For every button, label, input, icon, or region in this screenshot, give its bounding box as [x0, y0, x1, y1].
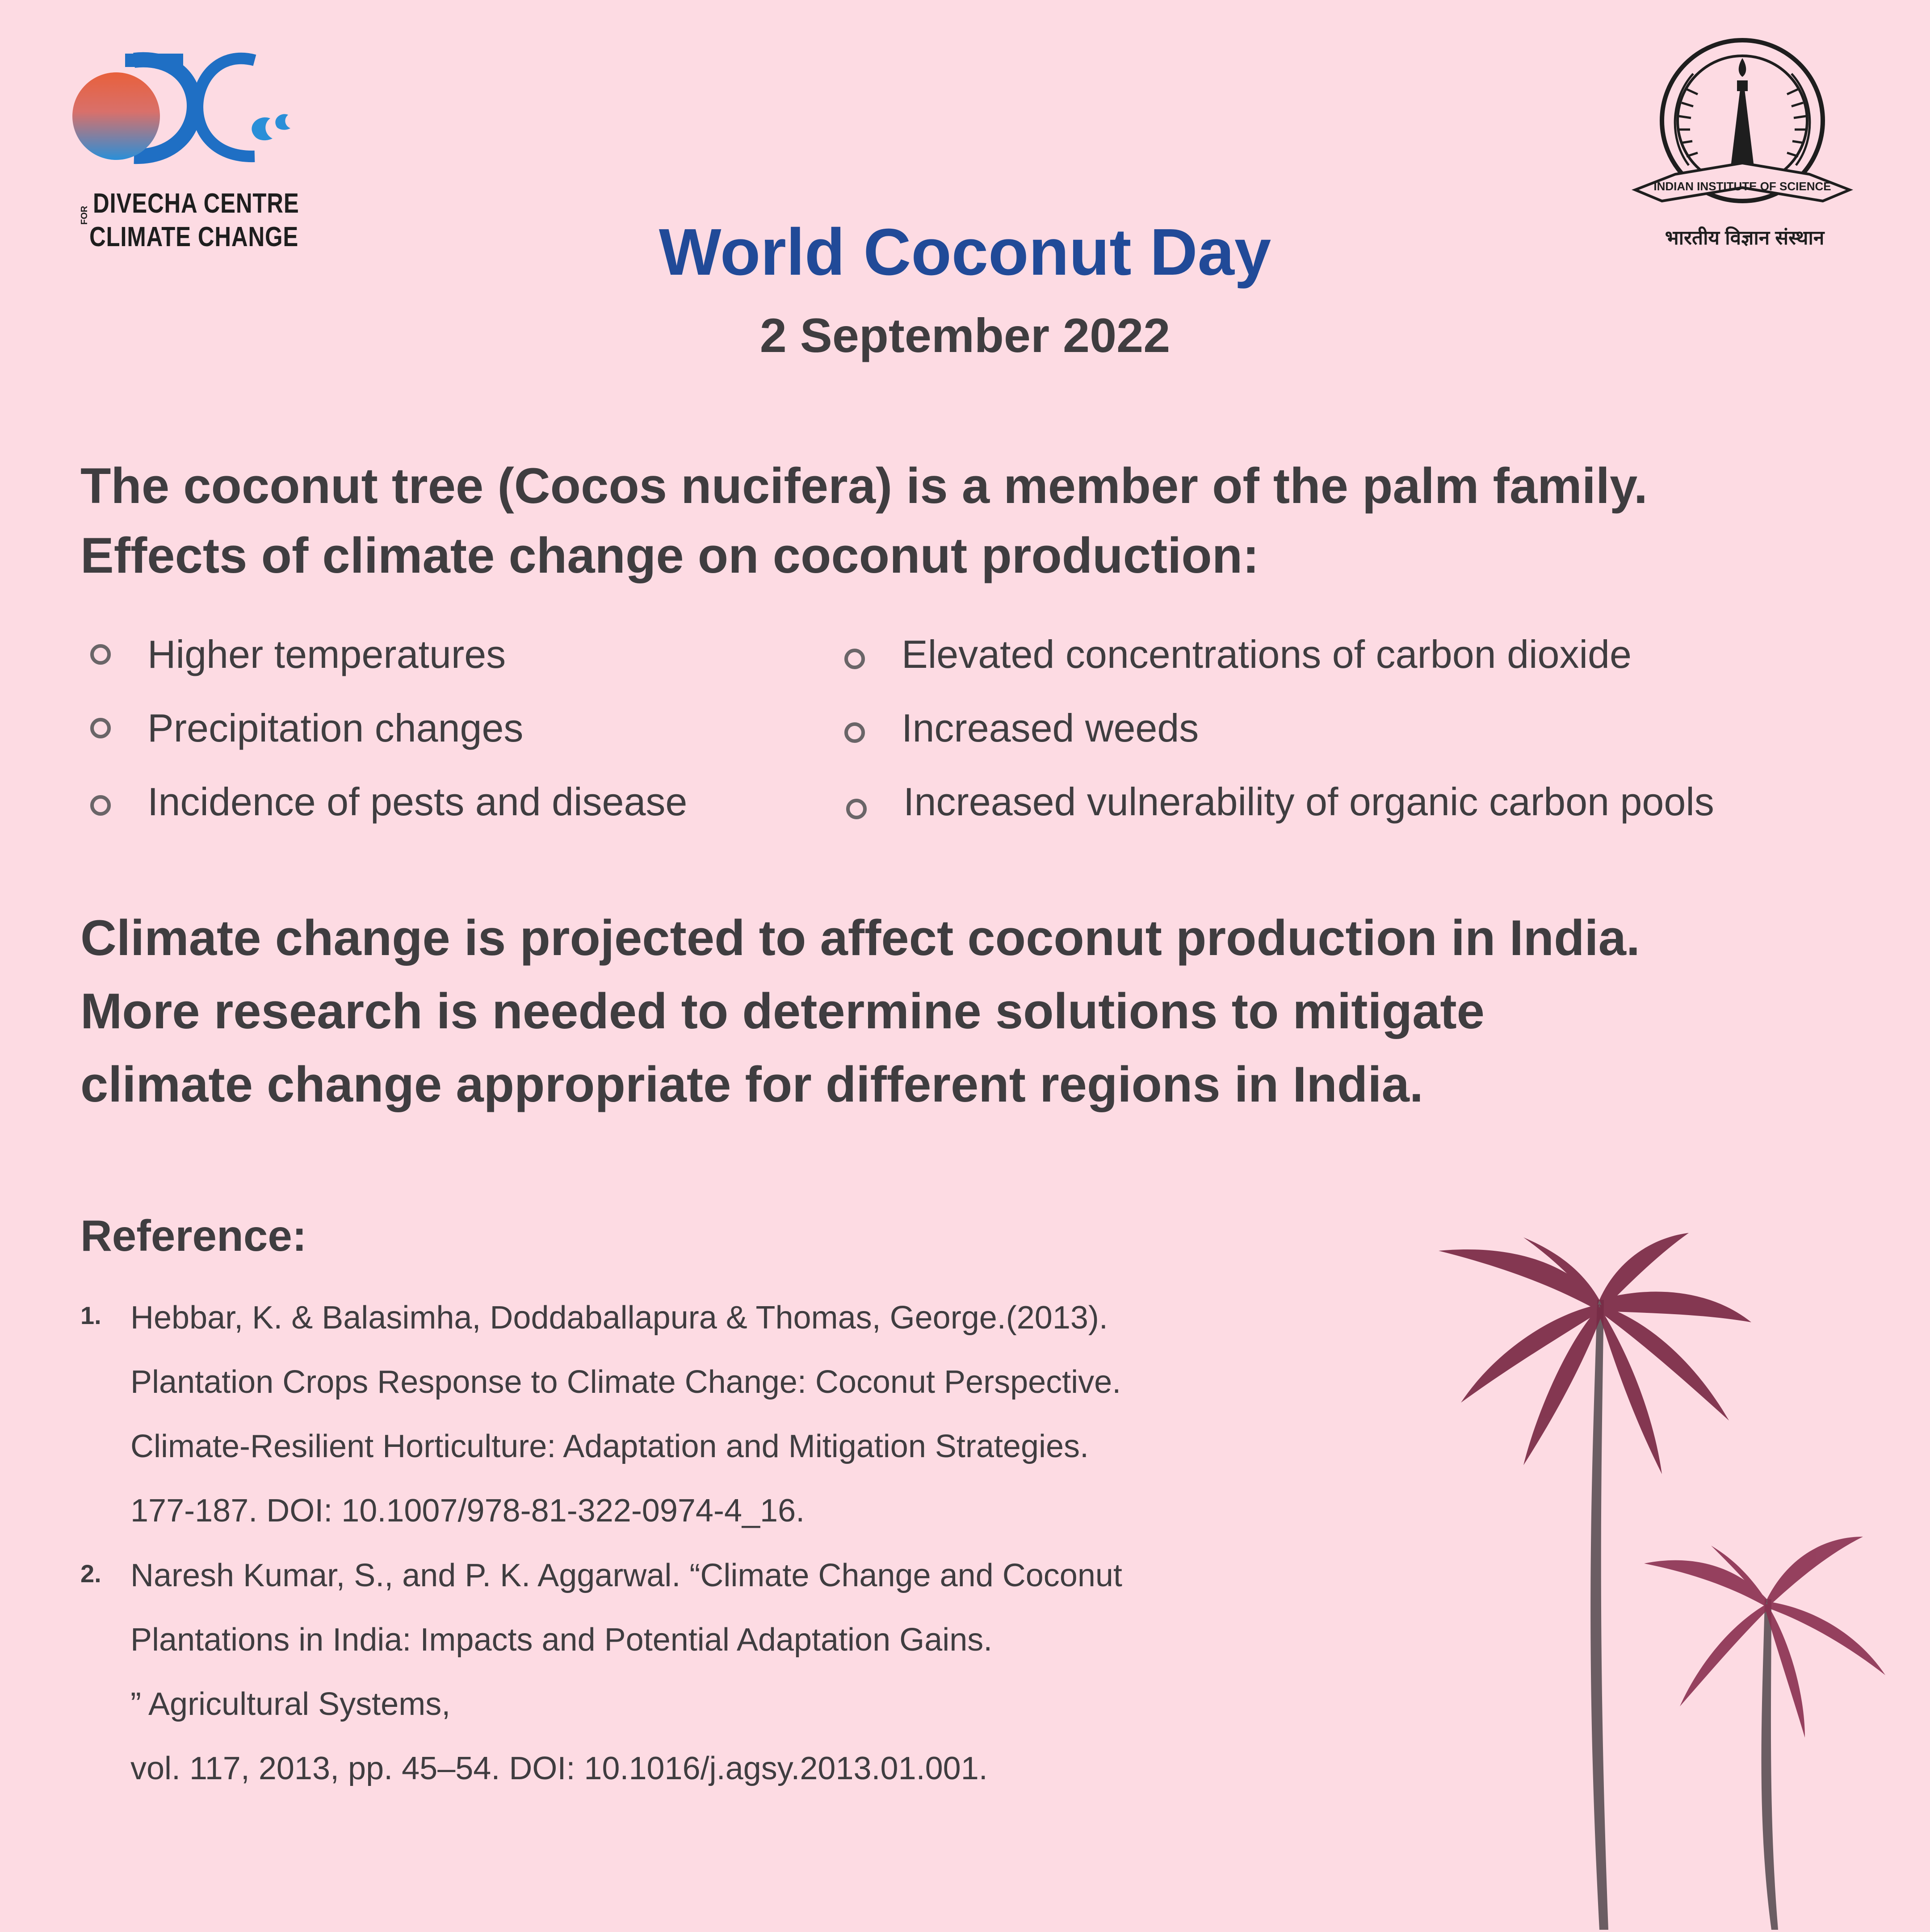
effect-item: [902, 630, 1632, 679]
effect-item: [147, 704, 523, 753]
effect-item: [147, 630, 506, 679]
reference-line: Plantations in India: Impacts and Potential Adaptation Gains.: [130, 1622, 993, 1658]
effect-label: Elevated concentrations of carbon dioxide: [902, 632, 1632, 676]
intro-line-2: Effects of climate change on coconut production:: [80, 528, 1259, 583]
reference-line: Naresh Kumar, S., and P. K. Aggarwal. “Climate Change and Coconut: [130, 1558, 1122, 1593]
conclusion-line-2: More research is needed to determine solutions to mitigate: [80, 983, 1485, 1039]
effect-item: [902, 704, 1199, 753]
bullet-circle-icon: [90, 644, 111, 665]
page-date: 2 September 2022: [759, 308, 1171, 362]
bullet-circle-icon: [846, 799, 867, 819]
reference-line: 177-187. DOI: 10.1007/978-81-322-0974-4_16.: [130, 1493, 805, 1529]
effect-label: Incidence of pests and disease: [147, 780, 688, 824]
reference-number: 2.: [80, 1559, 101, 1588]
intro-line-1: The coconut tree (Cocos nucifera) is a member of the palm family.: [80, 458, 1648, 514]
reference-line: Hebbar, K. & Balasimha, Doddaballapura & Thomas, George.(2013).: [130, 1300, 1108, 1336]
conclusion-line-3: climate change appropriate for different regions in India.: [80, 1056, 1423, 1112]
bullet-circle-icon: [90, 795, 111, 816]
iisc-ring-text: INDIAN INSTITUTE OF SCIENCE: [1653, 180, 1831, 193]
bullet-circle-icon: [844, 722, 865, 743]
palm-trees-illustration: [1421, 1233, 1912, 1930]
effect-label: Higher temperatures: [147, 632, 506, 676]
intro-heading: [80, 451, 1867, 591]
effect-item: [147, 777, 687, 826]
effect-label: Precipitation changes: [147, 706, 524, 750]
iisc-emblem-icon: [1626, 31, 1859, 223]
bullet-circle-icon: [90, 718, 111, 738]
page-title: World Coconut Day: [659, 215, 1271, 289]
reference-heading: Reference:: [80, 1211, 307, 1260]
effect-label: Increased weeds: [902, 706, 1199, 750]
dccc-emblem-icon: [67, 47, 299, 190]
effect-item: [903, 777, 1714, 826]
conclusion-paragraph: [80, 901, 1867, 1121]
reference-number: 1.: [80, 1301, 101, 1329]
effect-label: Increased vulnerability of organic carbon pools: [903, 780, 1714, 824]
dccc-for-label: FOR: [80, 205, 89, 225]
dccc-name-line2: CLIMATE CHANGE: [89, 222, 299, 252]
reference-line: ” Agricultural Systems,: [130, 1686, 451, 1722]
reference-line: Climate-Resilient Horticulture: Adaptation and Mitigation Strategies.: [130, 1429, 1089, 1464]
dccc-name-line1: DIVECHA CENTRE: [93, 188, 299, 219]
bullet-circle-icon: [844, 649, 865, 669]
reference-line: Plantation Crops Response to Climate Change: Coconut Perspective.: [130, 1364, 1121, 1400]
palm-tree-icon: [1421, 1233, 1912, 1930]
conclusion-line-1: Climate change is projected to affect coconut production in India.: [80, 910, 1640, 966]
reference-line: vol. 117, 2013, pp. 45–54. DOI: 10.1016/j.agsy.2013.01.001.: [130, 1751, 988, 1786]
iisc-hindi-name: भारतीय विज्ञान संस्थान: [1665, 227, 1825, 249]
